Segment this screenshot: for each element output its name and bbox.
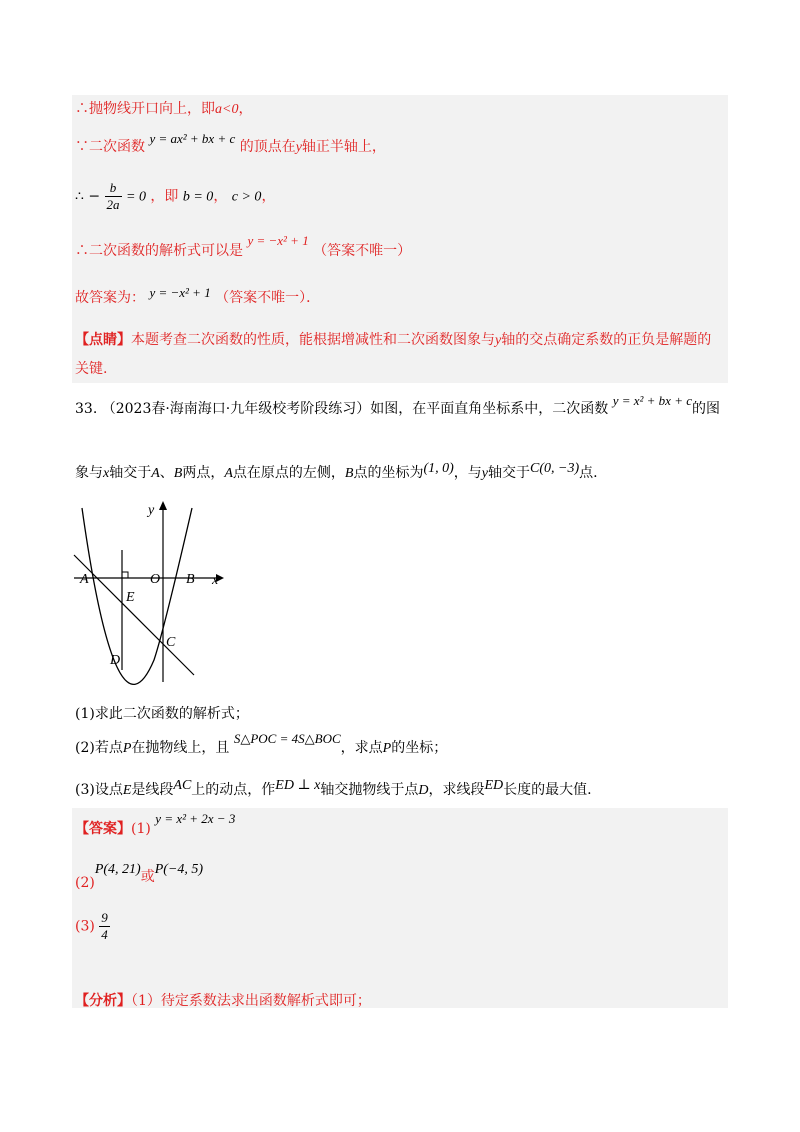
- label-o: O: [150, 572, 161, 587]
- label-c: C: [166, 635, 176, 650]
- problem-heading: 33. （2023春·海南海口·九年级校考阶段练习）如图，在平面直角坐标系中，二次函数 y = x² + bx + c的图: [75, 393, 720, 417]
- solution-line-2: ∵二次函数 y = ax² + bx + c 的顶点在y轴正半轴上，: [75, 131, 386, 155]
- question-1: (1)求此二次函数的解析式；: [75, 706, 249, 722]
- answer-1: 【答案】(1) y = x² + 2x − 3: [75, 811, 236, 837]
- label-a: A: [80, 572, 89, 587]
- label-e: E: [126, 590, 135, 605]
- comment-line-2: 关键.: [75, 361, 108, 377]
- analysis-line: 【分析】（1）待定系数法求出函数解析式即可；: [75, 993, 371, 1009]
- problem-line-2: 象与x轴交于A、B两点，A点在原点的左侧，B点的坐标为(1, 0)，与y轴交于C(0, −3)点.: [75, 461, 598, 481]
- label-y: y: [148, 503, 155, 518]
- fraction-9-over-4: $\frac{9}{4}$: [101, 910, 108, 942]
- label-x: x: [212, 573, 219, 588]
- parabola-curve: [82, 508, 192, 684]
- label-d: D: [110, 653, 121, 668]
- label-b: B: [186, 572, 195, 587]
- solution-line-1: ∴抛物线开口向上，即a<0，: [75, 101, 253, 117]
- solution-line-5: 故答案为： y = −x² + 1 （答案不唯一）．: [75, 285, 321, 306]
- question-3: (3)设点E是线段AC上的动点，作ED ⊥ x轴交抛物线于点D，求线段ED长度的最大值.: [75, 778, 592, 798]
- solution-line-3: ∴ − $\frac{b}{2a}$ = 0 ，即 b = 0， c > 0，: [75, 180, 276, 212]
- answer-2: (2)P(4, 21)或P(−4, 5): [75, 862, 204, 891]
- comment-line: 【点睛】本题考查二次函数的性质，能根据增减性和二次函数图象与y轴的交点确定系数的正负是解题的: [75, 332, 712, 348]
- answer-3: (3) $\frac{9}{4}$: [75, 910, 108, 942]
- y-axis-arrow: [159, 501, 167, 510]
- parabola-figure: [68, 500, 228, 690]
- fraction-b-over-2a: $\frac{b}{2a}$: [106, 180, 120, 212]
- right-angle-mark: [122, 572, 128, 578]
- line-ac: [74, 555, 194, 675]
- question-2: (2)若点P在抛物线上，且 S△POC = 4S△BOC，求点P的坐标；: [75, 731, 448, 756]
- solution-line-4: ∴二次函数的解析式可以是 y = −x² + 1 （答案不唯一）: [75, 233, 412, 259]
- answer-panel: [72, 808, 728, 1008]
